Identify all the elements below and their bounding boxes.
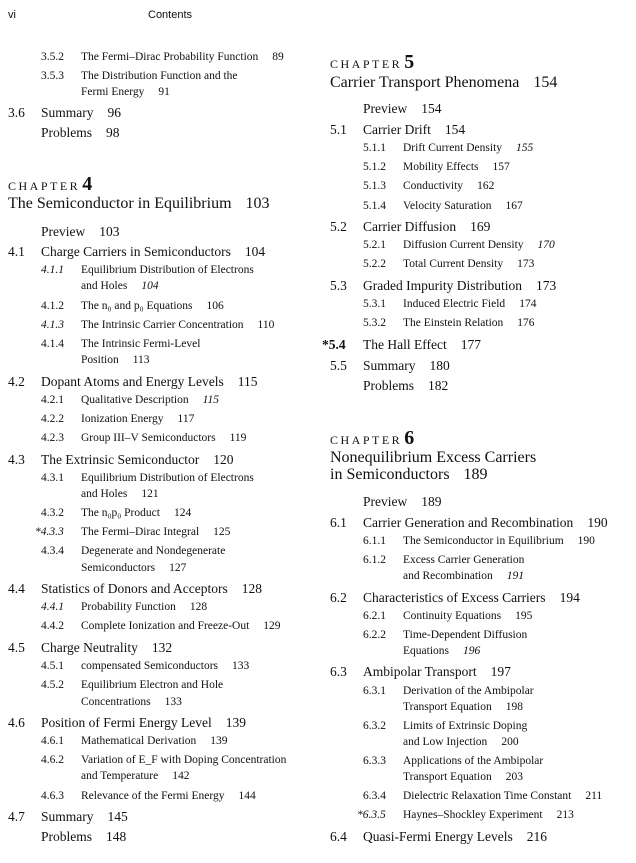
entry-content (81, 473, 254, 485)
section-number: 4.6.3 (41, 790, 64, 802)
entry-title[interactable]: Applications of the Ambipolar (403, 755, 544, 767)
entry-content (403, 240, 555, 252)
entry-content (41, 641, 172, 655)
page-ref: 98 (106, 125, 120, 140)
entry-content (403, 772, 523, 784)
page-ref: 119 (229, 432, 247, 444)
page-ref: 125 (213, 526, 231, 538)
entry-content (81, 621, 281, 633)
section-number: 5.1.4 (363, 200, 386, 212)
section-number: 6.1.2 (363, 554, 386, 566)
entry-title[interactable]: Group III–V Semiconductors (81, 432, 216, 444)
entry-content (41, 126, 120, 140)
page-ref: 142 (172, 770, 190, 782)
page-ref: 128 (241, 581, 262, 596)
entry-content (403, 791, 602, 803)
section-number: 4.3 (8, 452, 25, 467)
entry-content (81, 433, 246, 445)
entry-title[interactable]: Problems (363, 378, 415, 393)
page-ref: 154 (421, 101, 442, 116)
section-number: 6.2.2 (363, 629, 386, 641)
section-number: 4.6.2 (41, 754, 64, 766)
page-ref: 174 (519, 298, 537, 310)
page-ref: 180 (429, 358, 450, 373)
page-ref: 189 (463, 466, 488, 483)
page-ref: 133 (164, 696, 182, 708)
section-number: 3.5.2 (41, 51, 64, 63)
page-ref: 162 (477, 180, 495, 192)
entry-content (81, 680, 223, 692)
entry-title[interactable]: The Fermi–Dirac Probability Function (81, 51, 259, 63)
section-number: 5.2.2 (363, 258, 386, 270)
entry-content (81, 791, 256, 803)
entry-title[interactable]: Relevance of the Fermi Energy (81, 790, 225, 802)
entry-content (363, 665, 511, 679)
entry-title[interactable]: Charge Neutrality (41, 640, 138, 655)
entry-title[interactable]: Limits of Extrinsic Doping (403, 720, 528, 732)
entry-content (403, 201, 523, 213)
entry-title[interactable]: and Recombination (403, 570, 493, 582)
section-number: 4.5.1 (41, 660, 64, 672)
chapter-title-text[interactable]: in Semiconductors (330, 466, 450, 483)
entry-title[interactable]: Carrier Diffusion (363, 219, 457, 234)
chapter-title-text[interactable]: Carrier Transport Phenomena (330, 74, 520, 91)
entry-title[interactable]: The Semiconductor in Equilibrium (403, 535, 564, 547)
chapter-title-text[interactable]: The Semiconductor in Equilibrium (8, 195, 232, 212)
entry-content (363, 123, 465, 137)
entry-title[interactable]: Mobility Effects (403, 161, 479, 173)
section-number: 6.3.3 (363, 755, 386, 767)
entry-content (41, 716, 246, 730)
section-number: 4.1 (8, 244, 25, 259)
entry-title[interactable]: Equilibrium Distribution of Electrons (81, 472, 254, 484)
section-number: 5.5 (330, 358, 347, 373)
entry-content (403, 686, 534, 698)
page-ref: 96 (107, 105, 121, 120)
section-number: 5.2.1 (363, 239, 386, 251)
entry-title[interactable]: Induced Electric Field (403, 298, 506, 310)
entry-title[interactable]: Velocity Saturation (403, 200, 492, 212)
section-number: 4.5 (8, 640, 25, 655)
section-number: 4.3.2 (41, 507, 64, 519)
entry-content (41, 106, 121, 120)
chapter-number: 5 (404, 51, 415, 73)
entry-title[interactable]: Drift Current Density (403, 142, 503, 154)
entry-content (363, 379, 448, 393)
section-number: 4.4 (8, 581, 25, 596)
entry-title[interactable]: Equilibrium Electron and Hole (81, 679, 224, 691)
entry-content (81, 320, 274, 332)
section-number: 5.3 (330, 278, 347, 293)
entry-title[interactable]: and Low Injection (403, 736, 488, 748)
entry-title[interactable]: Problems (41, 125, 93, 140)
entry-title[interactable]: The Fermi–Dirac Integral (81, 526, 200, 538)
page-ref: 139 (210, 735, 228, 747)
page-ref: 139 (225, 715, 246, 730)
entry-content (81, 281, 159, 293)
section-number: 5.1 (330, 122, 347, 137)
page-ref: 89 (272, 51, 284, 63)
chapter-number: 6 (404, 427, 415, 449)
entry-title[interactable]: Diffusion Current Density (403, 239, 524, 251)
entry-content (81, 52, 284, 64)
entry-title[interactable]: Ambipolar Transport (363, 664, 477, 679)
entry-title[interactable]: The Extrinsic Semiconductor (41, 452, 200, 467)
entry-title[interactable]: Semiconductors (81, 562, 156, 574)
entry-content (81, 508, 191, 520)
page-ref: 115 (202, 394, 220, 406)
entry-title[interactable]: and Holes (81, 488, 128, 500)
section-number: 6.3.4 (363, 790, 386, 802)
entry-content (403, 181, 494, 193)
entry-content (363, 516, 608, 530)
section-number: 4.2.1 (41, 394, 64, 406)
section-number: 6.4 (330, 829, 347, 844)
section-number: 4.2 (8, 374, 25, 389)
page-ref: 155 (516, 142, 534, 154)
chapter-title (330, 450, 536, 466)
entry-title[interactable]: Equilibrium Distribution of Electrons (81, 264, 254, 276)
page-ref: 200 (501, 736, 519, 748)
section-number: 4.7 (8, 809, 25, 824)
entry-content (403, 143, 533, 155)
entry-title[interactable]: Charge Carriers in Semiconductors (41, 244, 231, 259)
entry-content (81, 546, 225, 558)
section-number: 4.5.2 (41, 679, 64, 691)
page-ref: 182 (428, 378, 449, 393)
entry-content (363, 359, 450, 373)
running-title: Contents (148, 9, 193, 21)
page-ref: 148 (106, 829, 127, 844)
entry-content (81, 414, 194, 426)
entry-title[interactable]: Characteristics of Excess Carriers (363, 590, 546, 605)
entry-title[interactable]: Ionization Energy (81, 413, 164, 425)
section-number: 4.4.2 (41, 620, 64, 632)
page-ref: 176 (517, 317, 535, 329)
page-ref: 195 (515, 610, 533, 622)
entry-title[interactable]: Preview (363, 101, 408, 116)
entry-title[interactable]: The n₀ and p₀ Equations (81, 300, 193, 312)
entry-content (81, 301, 224, 313)
section-number: *5.4 (322, 337, 346, 352)
section-number: 4.2.3 (41, 432, 64, 444)
section-number: 4.1.3 (41, 319, 64, 331)
entry-content (403, 536, 595, 548)
section-number: 6.3.1 (363, 685, 386, 697)
entry-title[interactable]: Concentrations (81, 696, 151, 708)
entry-title[interactable]: Preview (363, 494, 408, 509)
entry-content (41, 245, 265, 259)
entry-content (81, 661, 249, 673)
entry-title[interactable]: Position (81, 354, 119, 366)
entry-content (81, 355, 150, 367)
entry-content (363, 279, 556, 293)
entry-title[interactable]: and Temperature (81, 770, 159, 782)
entry-title[interactable]: Statistics of Donors and Acceptors (41, 581, 228, 596)
entry-content (81, 395, 219, 407)
page-ref: 124 (173, 507, 192, 519)
chapter-label (330, 52, 414, 72)
entry-title[interactable]: Mathematical Derivation (81, 735, 197, 747)
entry-title[interactable]: Quasi-Fermi Energy Levels (363, 829, 513, 844)
page-ref: 191 (506, 570, 524, 582)
entry-title[interactable]: The Intrinsic Fermi-Level (81, 338, 201, 350)
entry-title[interactable]: Summary (363, 358, 416, 373)
page-ref: 173 (517, 258, 535, 270)
section-number: 4.1.2 (41, 300, 64, 312)
chapter-label-text: CHAPTER (330, 433, 403, 447)
page-ref: 190 (587, 515, 608, 530)
page-ref: 113 (132, 354, 150, 366)
page-ref: 103 (99, 224, 120, 239)
entry-content (403, 721, 527, 733)
page-ref: 169 (470, 219, 491, 234)
chapter-label-text: CHAPTER (8, 179, 81, 193)
section-number: *6.3.5 (357, 809, 386, 821)
entry-content (41, 582, 262, 596)
entry-content (403, 611, 532, 623)
entry-title[interactable]: compensated Semiconductors (81, 660, 219, 672)
entry-content (81, 771, 189, 783)
section-number: 5.3.2 (363, 317, 386, 329)
entry-title[interactable]: Dopant Atoms and Energy Levels (41, 374, 224, 389)
entry-title[interactable]: Haynes–Shockley Experiment (403, 809, 543, 821)
page-ref: 104 (244, 244, 266, 259)
page-ref: 145 (107, 809, 128, 824)
entry-content (41, 830, 126, 844)
page-ref: 106 (206, 300, 224, 312)
section-number: 4.3.4 (41, 545, 64, 557)
entry-content (403, 162, 510, 174)
page-ref: 117 (177, 413, 195, 425)
entry-content (81, 602, 207, 614)
entry-title[interactable]: Derivation of the Ambipolar (403, 685, 534, 697)
entry-content (403, 571, 524, 583)
entry-content (41, 453, 233, 467)
page-ref: 198 (505, 701, 523, 713)
page-ref: 197 (490, 664, 511, 679)
page-ref: 132 (151, 640, 173, 655)
entry-title[interactable]: Excess Carrier Generation (403, 554, 525, 566)
section-number: 5.1.3 (363, 180, 386, 192)
entry-content (403, 555, 524, 567)
chapter-label (330, 428, 414, 448)
entry-content (403, 702, 523, 714)
entry-content (81, 755, 286, 767)
entry-title[interactable]: Fermi Energy (81, 86, 145, 98)
page-ref: 128 (189, 601, 208, 613)
section-number: 4.6.1 (41, 735, 64, 747)
page-ref: 170 (537, 239, 555, 251)
entry-title[interactable]: The Einstein Relation (403, 317, 504, 329)
page-ref: 173 (535, 278, 557, 293)
section-number: 6.1.1 (363, 535, 386, 547)
page-ref: 129 (263, 620, 281, 632)
section-number: 5.1.1 (363, 142, 386, 154)
entry-title[interactable]: Variation of E_F with Doping Concentration (81, 754, 287, 766)
chapter-number: 4 (82, 173, 93, 195)
page-ref: 110 (257, 319, 275, 331)
entry-content (41, 375, 257, 389)
page-ref: 190 (577, 535, 595, 547)
page-ref: 216 (526, 829, 547, 844)
chapter-label (8, 174, 92, 194)
page-ref: 203 (505, 771, 523, 783)
entry-content (403, 646, 480, 658)
chapter-label-text: CHAPTER (330, 57, 403, 71)
entry-content (403, 756, 543, 768)
entry-title[interactable]: The Distribution Function and the (81, 70, 238, 82)
entry-content (81, 697, 182, 709)
entry-title[interactable]: Preview (41, 224, 86, 239)
entry-content (81, 339, 200, 351)
entry-content (81, 563, 186, 575)
entry-title[interactable]: The Intrinsic Carrier Concentration (81, 319, 244, 331)
page-ref: 115 (237, 374, 258, 389)
section-number: 6.1 (330, 515, 347, 530)
section-number: 5.2 (330, 219, 347, 234)
entry-content (81, 489, 159, 501)
entry-content (403, 318, 535, 330)
section-number: 4.1.1 (41, 264, 64, 276)
page-ref: 157 (492, 161, 510, 173)
section-number: 6.3.2 (363, 720, 386, 732)
page-ref: 120 (213, 452, 234, 467)
entry-title[interactable]: Qualitative Description (81, 394, 189, 406)
section-number: 5.3.1 (363, 298, 386, 310)
section-number: 4.6 (8, 715, 25, 730)
entry-content (81, 736, 228, 748)
entry-title[interactable]: The n₀p₀ Product (81, 507, 160, 519)
page-number: vi (8, 9, 16, 21)
page-ref: 127 (169, 562, 187, 574)
section-number: 6.2 (330, 590, 347, 605)
entry-content (81, 265, 254, 277)
entry-title[interactable]: Graded Impurity Distribution (363, 278, 522, 293)
page-ref: 104 (141, 280, 159, 292)
chapter-title (8, 196, 270, 212)
entry-title[interactable]: Transport Equation (403, 771, 492, 783)
section-number: 4.3.1 (41, 472, 64, 484)
entry-content (403, 299, 536, 311)
entry-title[interactable]: Conductivity (403, 180, 464, 192)
section-number: 6.3 (330, 664, 347, 679)
entry-content (403, 810, 574, 822)
section-number: 5.1.2 (363, 161, 386, 173)
page-ref: 167 (505, 200, 523, 212)
section-number: *4.3.3 (35, 526, 64, 538)
page-ref: 177 (460, 337, 481, 352)
page-ref: 144 (238, 790, 256, 802)
entry-content (363, 830, 547, 844)
entry-title[interactable]: Summary (41, 809, 94, 824)
entry-title[interactable]: Probability Function (81, 601, 176, 613)
entry-title[interactable]: Equations (403, 645, 449, 657)
page-ref: 121 (141, 488, 159, 500)
entry-title[interactable]: Continuity Equations (403, 610, 502, 622)
entry-title[interactable]: Time-Dependent Diffusion (403, 629, 528, 641)
entry-title[interactable]: Degenerate and Nondegenerate (81, 545, 226, 557)
entry-content (403, 259, 534, 271)
entry-title[interactable]: The Hall Effect (363, 337, 447, 352)
entry-content (363, 102, 442, 116)
entry-content (81, 87, 170, 99)
entry-title[interactable]: Summary (41, 105, 94, 120)
entry-content (403, 630, 527, 642)
page-ref: 196 (463, 645, 481, 657)
entry-title[interactable]: Carrier Drift (363, 122, 431, 137)
section-number: 4.4.1 (41, 601, 64, 613)
entry-content (41, 810, 128, 824)
entry-content (363, 220, 490, 234)
page-ref: 133 (232, 660, 250, 672)
chapter-title-text[interactable]: Nonequilibrium Excess Carriers (330, 449, 537, 466)
section-number: 3.5.3 (41, 70, 64, 82)
entry-title[interactable]: Position of Fermi Energy Level (41, 715, 212, 730)
entry-content (403, 737, 519, 749)
entry-content (363, 338, 481, 352)
page-header (8, 9, 628, 25)
entry-content (41, 225, 120, 239)
page-ref: 154 (444, 122, 466, 137)
section-number: 6.2.1 (363, 610, 386, 622)
entry-title[interactable]: Problems (41, 829, 93, 844)
entry-title[interactable]: Dielectric Relaxation Time Constant (403, 790, 572, 802)
page-ref: 189 (421, 494, 442, 509)
entry-title[interactable]: Carrier Generation and Recombination (363, 515, 574, 530)
chapter-title (330, 467, 488, 483)
section-number: 3.6 (8, 105, 25, 120)
entry-content (363, 495, 442, 509)
entry-content (81, 527, 230, 539)
chapter-title (330, 75, 557, 91)
page-ref: 154 (533, 74, 558, 91)
entry-title[interactable]: Transport Equation (403, 701, 492, 713)
entry-title[interactable]: Total Current Density (403, 258, 504, 270)
page-ref: 213 (556, 809, 574, 821)
page-ref: 103 (245, 195, 270, 212)
entry-content (81, 71, 238, 83)
page-ref: 194 (559, 590, 580, 605)
section-number: 4.1.4 (41, 338, 64, 350)
entry-content (363, 591, 580, 605)
page-ref: 211 (585, 790, 603, 802)
section-number: 4.2.2 (41, 413, 64, 425)
page-ref: 91 (158, 86, 170, 98)
entry-title[interactable]: Complete Ionization and Freeze-Out (81, 620, 250, 632)
entry-title[interactable]: and Holes (81, 280, 128, 292)
